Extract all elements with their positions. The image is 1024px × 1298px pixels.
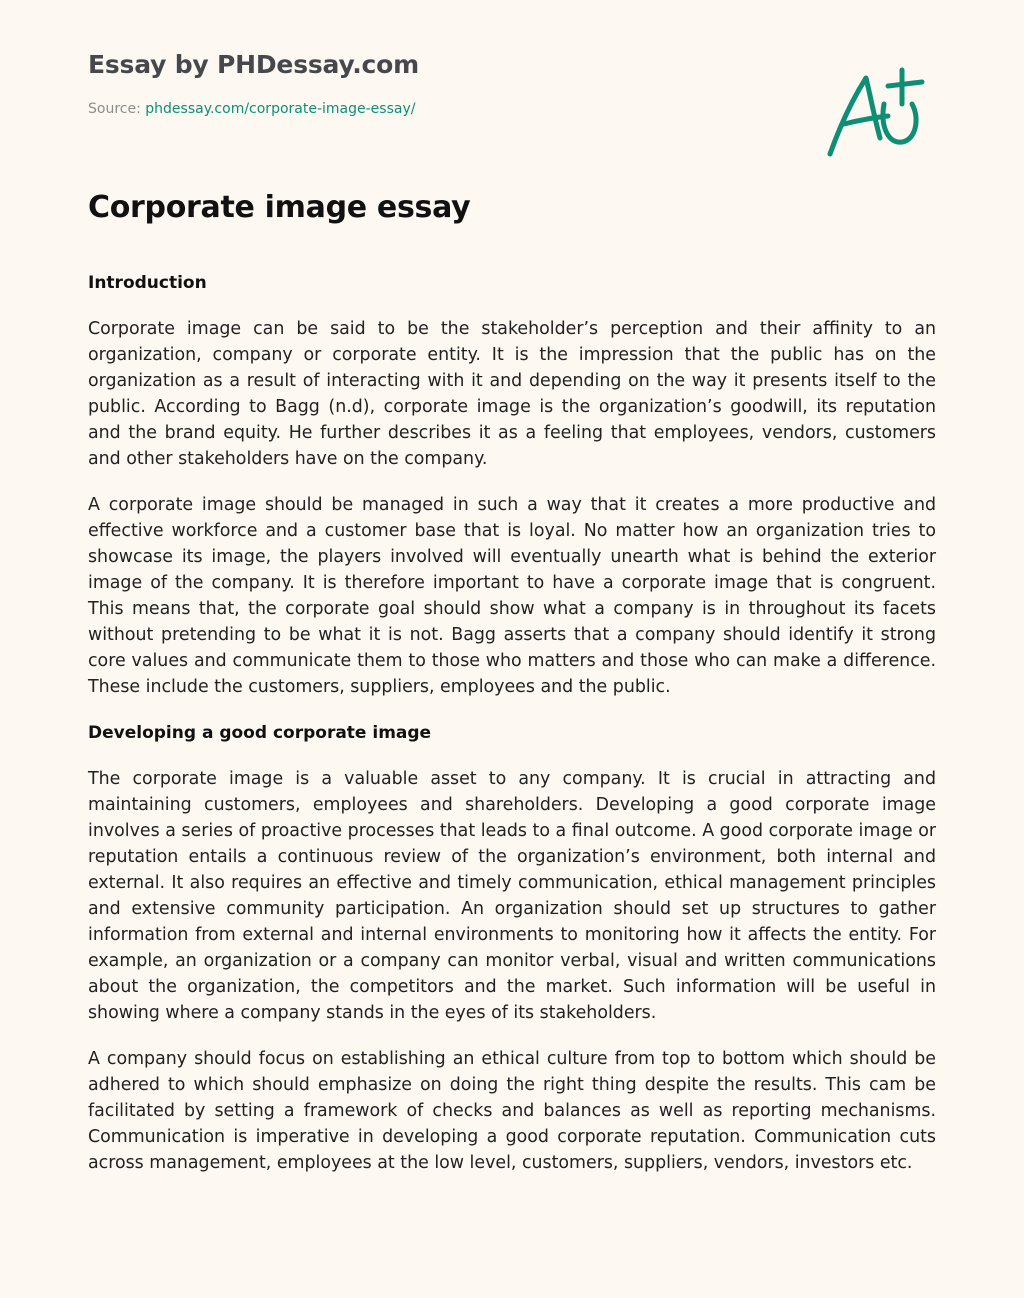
source-line [88,101,415,117]
paragraph: Corporate image can be said to be the stakeholder’s perception and their affinity to an organization, company or corporate entity. It is the impression that the public has on the organization as a result of interacting with it and depending on the way it presents itself to the public. According to Bagg (n.d), corporate image is the organization’s goodwill, its reputation and the brand equity. He further describes it as a feeling that employees, vendors, customers and other stakeholders have on the company. [88,319,936,469]
paragraph: A company should focus on establishing an ethical culture from top to bottom which should be adhered to which should emphasize on doing the right thing despite the results. This cam be facilitated by setting a framework of checks and balances as well as reporting mechanisms. Communication is imperative in developing a good corporate reputation. Communication cuts across management, employees at the low level, customers, suppliers, vendors, investors etc. [88,1049,936,1173]
a-plus-logo-icon [822,64,930,160]
site-title: Essay by PHDessay.com [88,50,419,79]
essay-content [88,270,936,1196]
source-label: Source: [88,101,141,117]
source-link[interactable]: phdessay.com/corporate-image-essay/ [145,101,416,117]
paragraph: The corporate image is a valuable asset to any company. It is crucial in attracting and maintaining customers, employees and shareholders. Developing a good corporate image involves a series of proactive processes that leads to a final outcome. A good corporate image or reputation entails a continuous review of the organization’s environment, both internal and external. It also requires an effective and timely communication, ethical management principles and extensive community participation. An organization should set up structures to gather information from external and internal environments to monitoring how it affects the entity. For example, an organization or a company can monitor verbal, visual and written communications about the organization, the competitors and the market. Such information will be useful in showing where a company stands in the eyes of its stakeholders. [88,769,936,1023]
paragraph: A corporate image should be managed in such a way that it creates a more productive and effective workforce and a customer base that is loyal. No matter how an organization tries to showcase its image, the players involved will eventually unearth what is behind the exterior image of the company. It is therefore important to have a corporate image that is congruent. This means that, the corporate goal should show what a company is in throughout its facets without pretending to be what it is not. Bagg asserts that a company should identify it strong core values and communicate them to those who matters and those who can make a difference. These include the customers, suppliers, employees and the public. [88,495,936,697]
section-heading-developing: Developing a good corporate image [88,723,432,743]
section-heading-introduction: Introduction [88,273,207,293]
page-title: Corporate image essay [88,190,471,225]
